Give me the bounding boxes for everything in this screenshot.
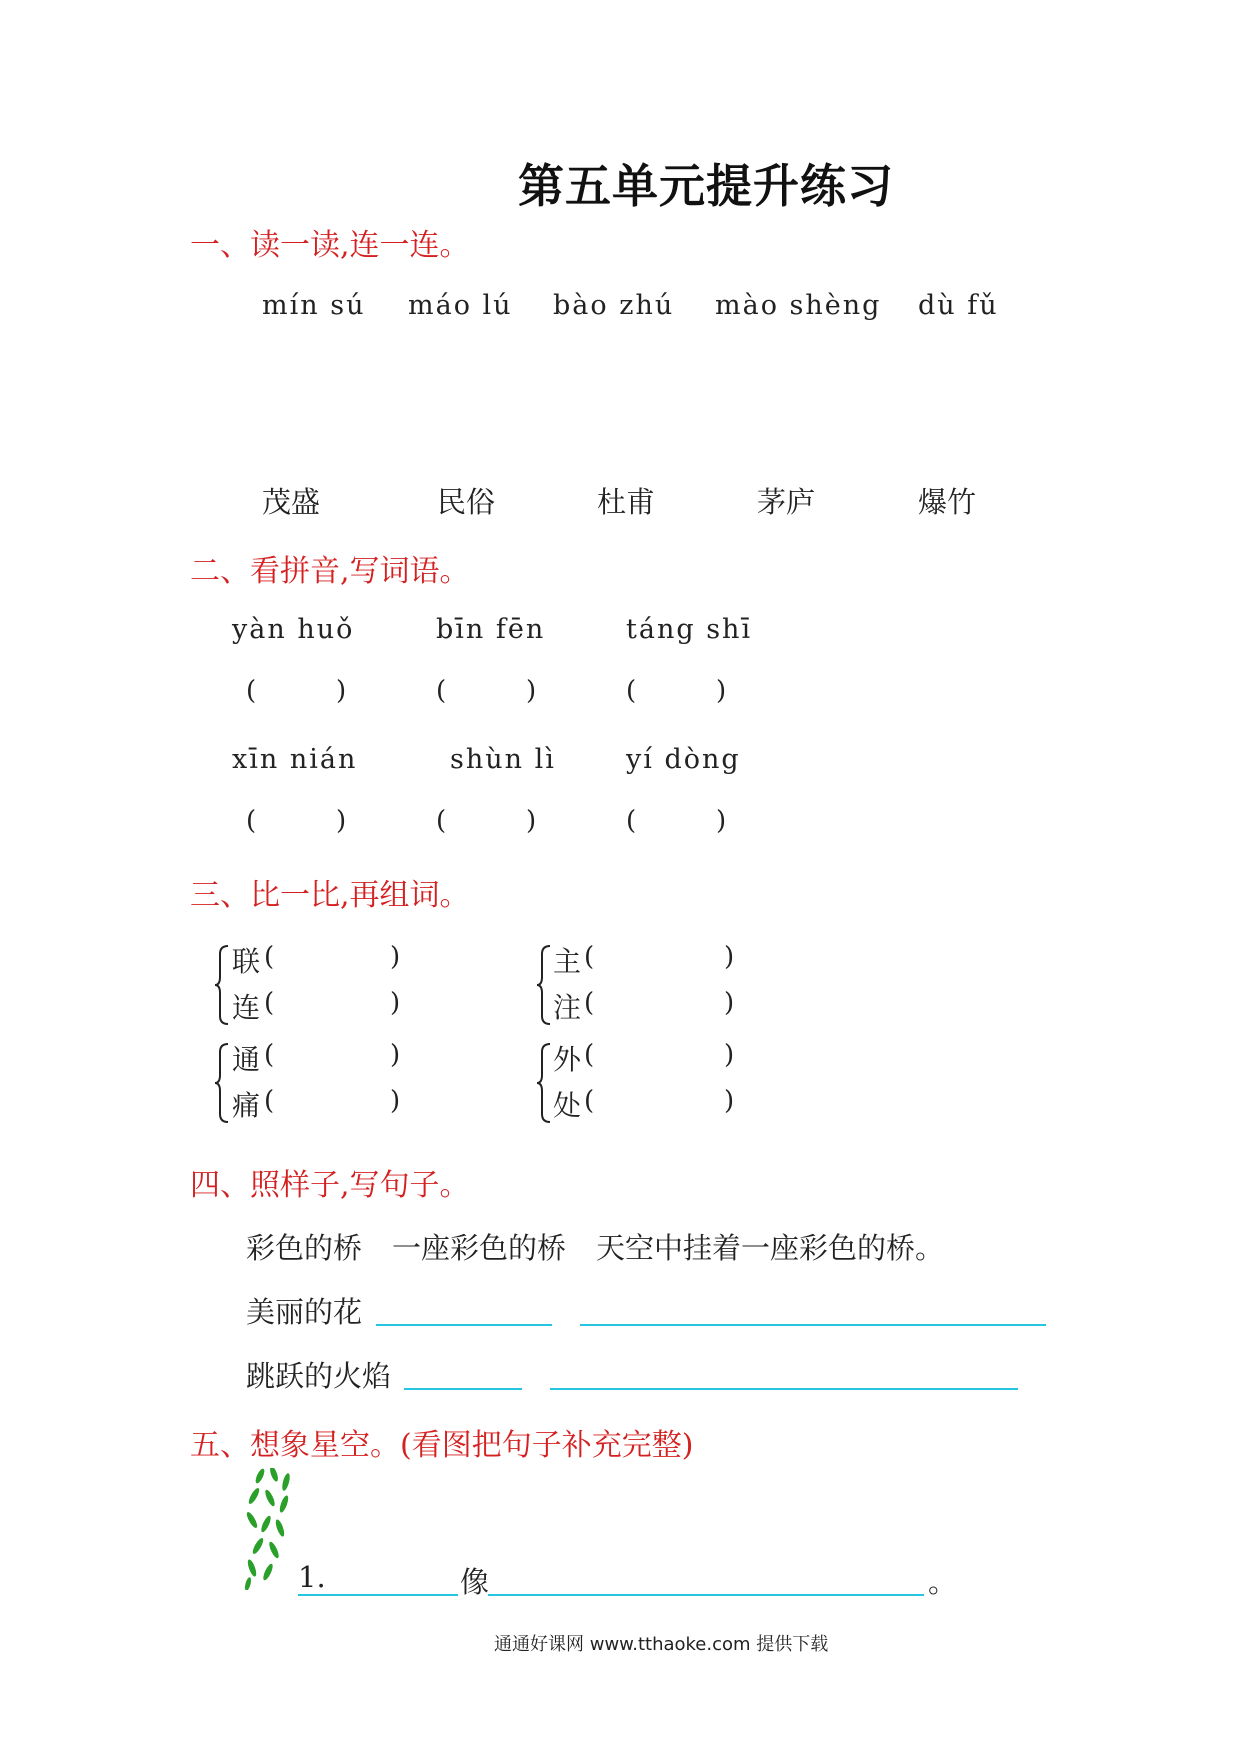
page-title: 第五单元提升练习 [518,159,894,213]
footer-credit: 通通好课网 www.tthaoke.com 提供下载 [494,1634,829,1655]
pinyin-item: mín sú [262,290,366,321]
section-2-heading: 二、看拼音,写词语。 [190,554,470,589]
answer-paren-open: ( [584,1040,595,1070]
prompt-phrase: 跳跃的火焰 [246,1359,392,1393]
example-sentence: 天空中挂着一座彩色的桥。 [596,1231,945,1265]
answer-paren-open: ( [264,988,275,1018]
section-3-heading: 三、比一比,再组词。 [190,878,470,913]
answer-paren-open: ( [626,806,637,836]
pinyin-item: xīn nián [232,744,358,775]
answer-paren-close: ) [336,676,347,706]
example-phrase: 彩色的桥 [246,1231,363,1265]
answer-paren-close: ) [390,1086,401,1116]
word-item: 茂盛 [262,485,321,519]
answer-blank[interactable] [376,1324,552,1326]
left-brace-icon [214,1042,230,1124]
section-1-heading: 一、读一读,连一连。 [190,228,470,263]
compare-char: 通 [232,1043,261,1076]
answer-blank[interactable] [488,1594,924,1596]
compare-char: 联 [232,945,261,978]
compare-char: 外 [553,1043,582,1076]
answer-paren-close: ) [336,806,347,836]
pinyin-item: máo lú [408,290,513,321]
left-brace-icon [536,1042,552,1124]
willow-branch-icon [240,1468,302,1590]
answer-paren-close: ) [390,1040,401,1070]
left-brace-icon [214,944,230,1026]
answer-paren-close: ) [526,806,537,836]
answer-paren-close: ) [390,988,401,1018]
prompt-phrase: 美丽的花 [246,1295,363,1329]
answer-paren-open: ( [436,676,447,706]
pinyin-item: dù fǔ [918,290,999,321]
answer-blank[interactable] [404,1388,522,1390]
compare-char: 连 [232,991,261,1024]
answer-paren-close: ) [724,988,735,1018]
answer-paren-close: ) [716,806,727,836]
pinyin-item: shùn lì [450,744,556,775]
compare-char: 痛 [232,1089,261,1122]
pinyin-item: yí dòng [626,744,741,775]
section-5-heading: 五、想象星空。(看图把句子补充完整) [190,1428,694,1463]
item-number: 1. [298,1560,326,1594]
section-4-heading: 四、照样子,写句子。 [190,1168,470,1203]
answer-paren-close: ) [716,676,727,706]
pinyin-item: yàn huǒ [232,614,355,645]
left-brace-icon [536,944,552,1026]
sentence-end-period: 。 [928,1565,958,1599]
answer-blank[interactable] [580,1324,1046,1326]
word-item: 爆竹 [918,485,977,519]
answer-paren-open: ( [584,942,595,972]
answer-paren-open: ( [264,1040,275,1070]
answer-paren-open: ( [436,806,447,836]
answer-paren-close: ) [390,942,401,972]
pinyin-item: bào zhú [553,290,675,321]
word-item: 杜甫 [597,485,656,519]
compare-char: 主 [553,945,582,978]
answer-paren-open: ( [246,806,257,836]
compare-char: 处 [553,1089,582,1122]
answer-paren-open: ( [246,676,257,706]
compare-char: 注 [553,991,582,1024]
pinyin-item: táng shī [626,614,753,645]
answer-paren-close: ) [526,676,537,706]
answer-blank[interactable] [550,1388,1018,1390]
word-item: 茅庐 [757,485,816,519]
word-item: 民俗 [437,485,496,519]
answer-paren-open: ( [264,942,275,972]
answer-paren-close: ) [724,1086,735,1116]
answer-paren-open: ( [626,676,637,706]
answer-paren-open: ( [264,1086,275,1116]
answer-paren-open: ( [584,988,595,1018]
like-word: 像 [460,1565,490,1599]
pinyin-item: bīn fēn [436,614,546,645]
answer-blank[interactable] [298,1594,458,1596]
pinyin-item: mào shèng [715,290,882,321]
answer-paren-close: ) [724,942,735,972]
answer-paren-open: ( [584,1086,595,1116]
answer-paren-close: ) [724,1040,735,1070]
example-phrase: 一座彩色的桥 [392,1231,567,1265]
